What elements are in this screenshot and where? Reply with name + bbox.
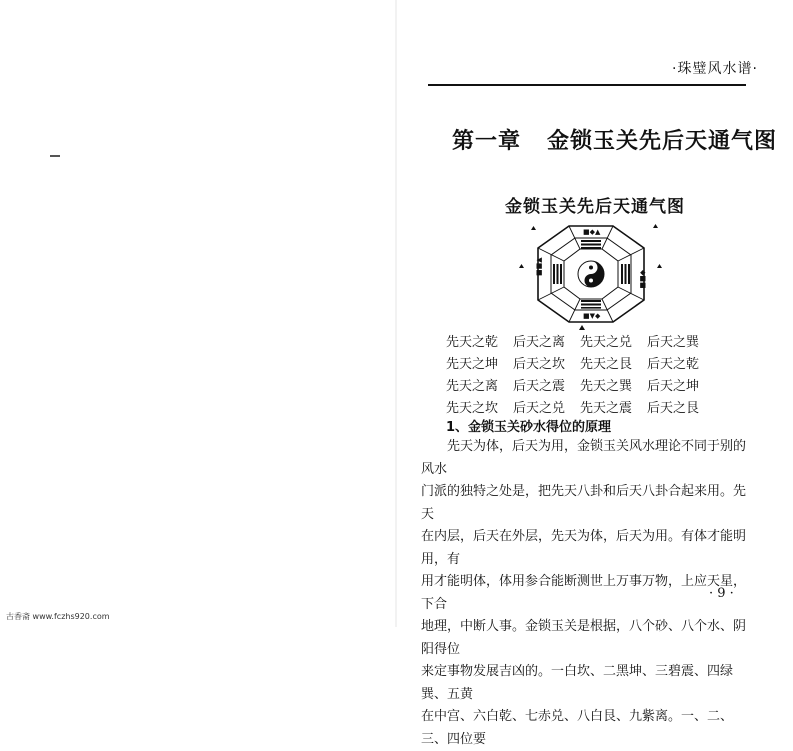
running-header-title: ·珠璧风水谱·: [672, 61, 758, 77]
svg-text:■▼◆: ■▼◆: [583, 312, 601, 320]
section-heading: 1、金锁玉关砂水得位的原理: [446, 420, 612, 435]
body-line: 在中宫、六白乾、七赤兑、八白艮、九紫离。一、二、三、四位要: [421, 709, 734, 747]
chapter-name: 金锁玉关先后天通气图: [547, 128, 778, 154]
pair-cell: 先天之兑: [580, 335, 633, 350]
site-watermark: 古香斋 www.fczhs920.com: [6, 612, 110, 621]
pair-cell: 先天之坤: [446, 357, 499, 372]
chapter-title: [452, 124, 777, 155]
pairs-row: [446, 376, 705, 398]
pair-cell: 先天之离: [446, 379, 499, 394]
svg-text:◆■■: ◆■■: [639, 270, 647, 289]
pair-cell: 后天之巽: [647, 335, 700, 350]
pair-cell: 先天之震: [580, 401, 633, 416]
trigram-pairs-table: [446, 332, 705, 420]
body-line: 地理，中断人事。金锁玉关是根据，八个砂、八个水、阴阳得位: [421, 619, 747, 657]
pair-cell: 后天之兑: [513, 401, 566, 416]
body-line: 来定事物发展吉凶的。一白坎、二黑坤、三碧震、四绿巽、五黄: [421, 664, 734, 702]
pairs-row: [446, 332, 705, 354]
pair-cell: 后天之艮: [647, 401, 700, 416]
body-paragraph: [421, 436, 751, 751]
body-line: 门派的独特之处是，把先天八卦和后天八卦合起来用。先天: [421, 484, 747, 522]
yin-yang-icon: [578, 261, 604, 287]
body-line: 用才能明体，体用参合能断测世上万事万物，上应天星，下合: [421, 574, 747, 612]
figure-title: 金锁玉关先后天通气图: [505, 197, 685, 217]
body-line: 先天为体，后天为用，金锁玉关风水理论不同于别的风水: [421, 439, 747, 477]
svg-text:■■▲: ■■▲: [535, 257, 543, 276]
left-page-mark: [50, 155, 60, 157]
pair-cell: 先天之乾: [446, 335, 499, 350]
pairs-row: [446, 354, 705, 376]
page-number: · 9 ·: [709, 586, 734, 601]
header-rule: [428, 84, 746, 86]
page-gutter: [395, 0, 397, 627]
pair-cell: 后天之离: [513, 335, 566, 350]
chapter-number: 第一章: [452, 128, 522, 154]
svg-text:■◆▲: ■◆▲: [583, 228, 601, 236]
bagua-diagram: [517, 218, 665, 336]
pair-cell: 先天之巽: [580, 379, 633, 394]
pair-cell: 后天之乾: [647, 357, 700, 372]
pair-cell: 后天之震: [513, 379, 566, 394]
pair-cell: 后天之坎: [513, 357, 566, 372]
pair-cell: 先天之艮: [580, 357, 633, 372]
pair-cell: 后天之坤: [647, 379, 700, 394]
pair-cell: 先天之坎: [446, 401, 499, 416]
body-line: 在内层，后天在外层，先天为体，后天为用。有体才能明用，有: [421, 529, 747, 567]
